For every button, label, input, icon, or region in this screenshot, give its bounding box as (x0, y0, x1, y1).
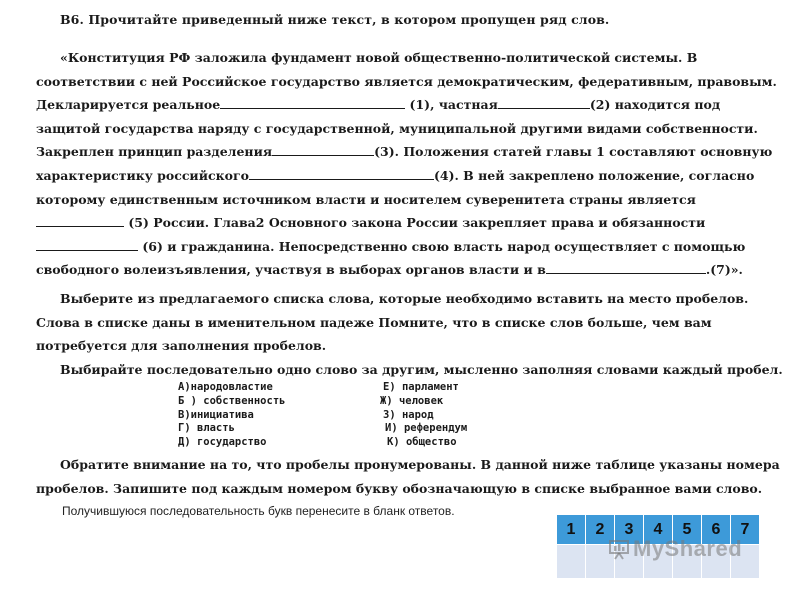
option-k: К) общество (387, 436, 457, 449)
answer-number-7: 7 (731, 515, 760, 545)
blank-1[interactable] (220, 96, 405, 109)
option-row (178, 395, 518, 409)
blank-2[interactable] (498, 96, 590, 109)
option-row (178, 436, 518, 450)
text-segment-1: «Конституция РФ заложила фундамент новой общественно-политической системы. В соответствии с ней Российское государство является демократическим, федеративным, правовым. Декларируется реальное (36, 50, 777, 113)
constitution-text-paragraph (36, 46, 788, 282)
option-d: Д) государство (178, 436, 267, 449)
answer-number-5: 5 (673, 515, 702, 545)
instruction-paragraph-2 (36, 358, 788, 382)
option-b: Б ) собственность (178, 394, 286, 407)
instruction-text-3: Обратите внимание на то, что пробелы пронумерованы. В данной ниже таблице указаны номера пробелов. Запишите под каждым номером букву обозначающую в списке выбранное вами слово. (36, 457, 780, 496)
option-z: З) народ (383, 408, 434, 421)
text-segment-7: (6) и гражданина. Непосредственно свою власть народ осуществляет с помощью свободного волеизъявления, участвуя в выборах органов власти и в (36, 238, 746, 278)
option-row (178, 422, 518, 436)
instruction-text-2: Выбирайте последовательно одно слово за другим, мысленно заполняя словами каждый пробел. (60, 362, 783, 377)
answer-cell-1[interactable] (557, 545, 586, 579)
watermark (608, 536, 742, 562)
answer-number-3: 3 (615, 515, 644, 545)
option-row (178, 381, 518, 395)
text-segment-3: (2) находится под защитой государства наряду с государственной, муниципальной другими видами собственности. Закреплен принцип разделения (36, 97, 758, 160)
option-i: И) референдум (385, 422, 468, 435)
instruction-paragraph-3 (36, 453, 788, 500)
option-zh: Ж) человек (380, 394, 444, 407)
blank-5[interactable] (36, 214, 124, 227)
blank-6[interactable] (36, 238, 138, 251)
word-options-list (178, 381, 518, 450)
instruction-text-1: Выберите из предлагаемого списка слова, которые необходимо вставить на место пробелов. Слова в списке даны в именительном падеже Помните, что в списке слов больше, чем вам потребуется для заполнения пробелов. (36, 291, 749, 354)
final-instruction: Получившуюся последовательность букв перенесите в бланк ответов. (62, 504, 455, 518)
option-g: Г) власть (178, 422, 235, 435)
blank-4[interactable] (249, 167, 434, 180)
answer-number-1: 1 (557, 515, 586, 545)
option-row (178, 409, 518, 423)
text-segment-2: (1), частная (409, 97, 498, 113)
blank-7[interactable] (546, 261, 706, 274)
text-segment-5: (4). В ней закреплено положение, согласно которому единственным источником власти и носителем суверенитета страны является (36, 167, 755, 207)
task-title: B6. Прочитайте приведенный ниже текст, в котором пропущен ряд слов. (60, 12, 610, 27)
text-segment-8: .(7)». (705, 262, 743, 278)
option-e: Е) парламент (383, 381, 459, 393)
option-a: А)народовластие (178, 381, 273, 393)
option-v: В)инициатива (178, 408, 254, 421)
answer-number-6: 6 (702, 515, 731, 545)
text-segment-6: (5) России. Глава2 Основного закона России закрепляет права и обязанности (128, 215, 706, 231)
blank-3[interactable] (272, 143, 374, 156)
answer-number-2: 2 (586, 515, 615, 545)
presentation-icon (608, 538, 630, 560)
answer-number-4: 4 (644, 515, 673, 545)
instruction-paragraph-1 (36, 287, 788, 358)
text-segment-4: (3). Положения статей главы 1 составляют основную характеристику российского (36, 144, 773, 183)
watermark-text: MyShared (633, 536, 743, 561)
